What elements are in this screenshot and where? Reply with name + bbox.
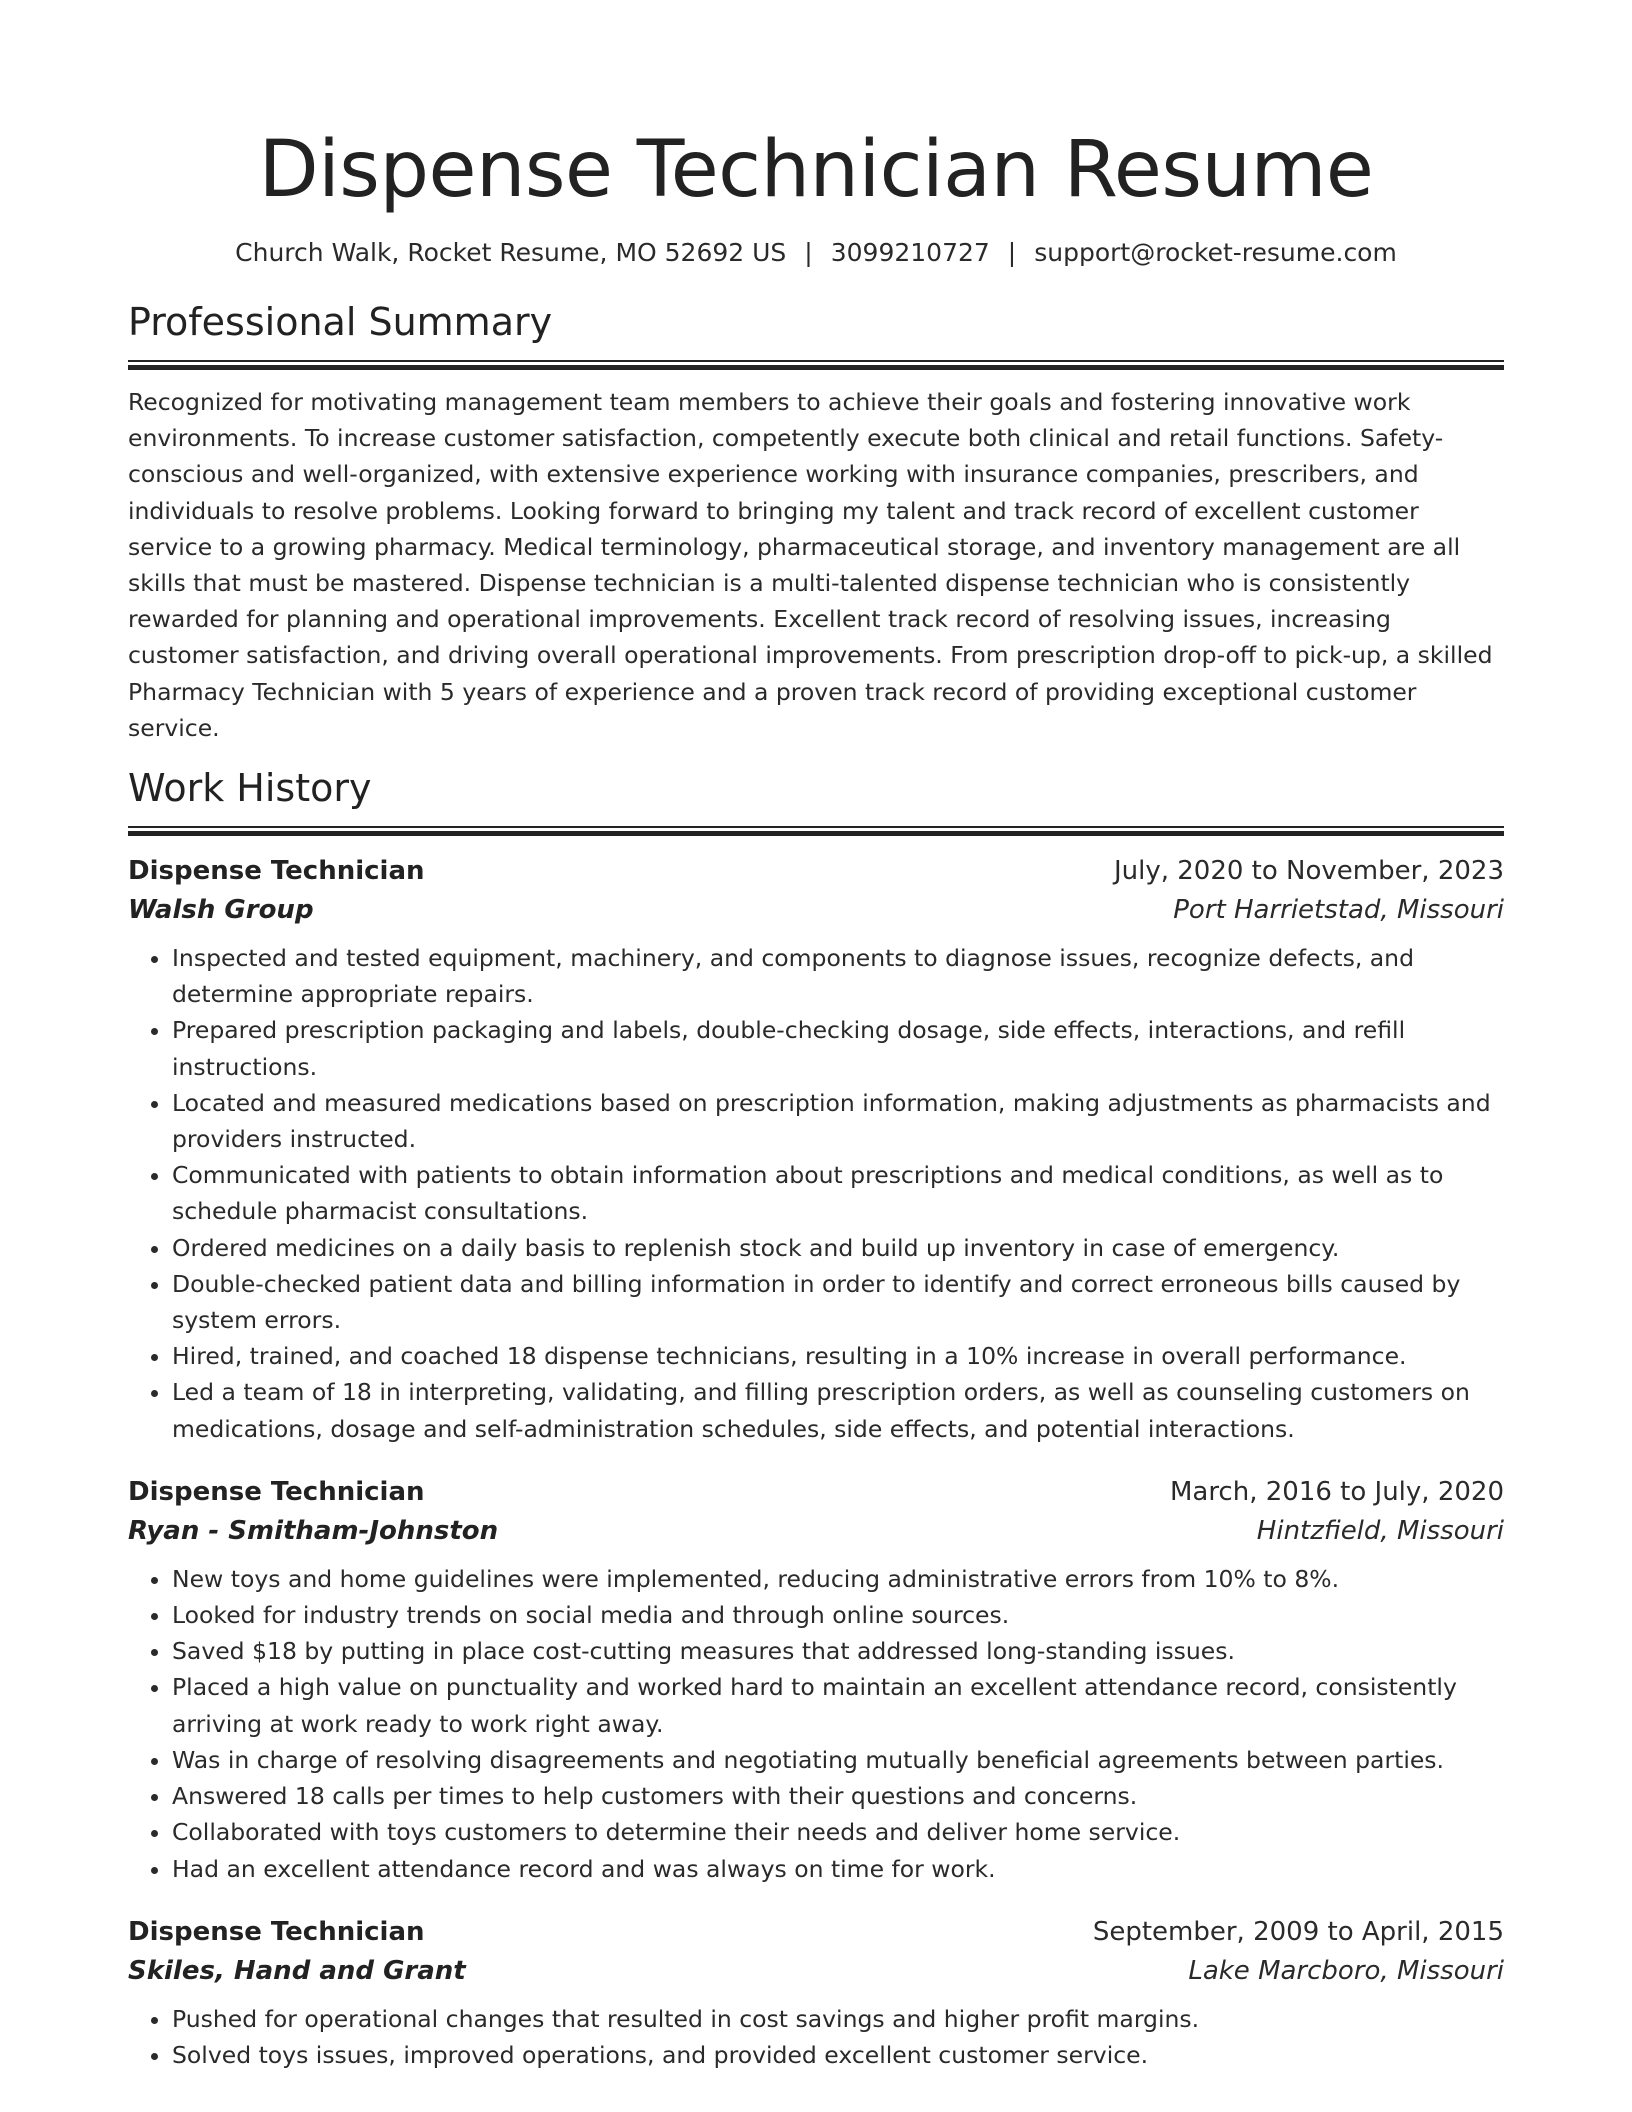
job-bullet: • Communicated with patients to obtain information about prescriptions and medical conditions, as well as to schedule pharmacist consultations. [172,1157,1504,1229]
job-title: Dispense Technician [128,856,425,887]
work-history-section [128,764,1504,2073]
job-bullet: • Saved $18 by putting in place cost-cutting measures that addressed long-standing issues. [172,1633,1504,1669]
job-bullet: • Hired, trained, and coached 18 dispense technicians, resulting in a 10% increase in overall performance. [172,1338,1504,1374]
job-dates: September, 2009 to April, 2015 [1092,1916,1504,1947]
job-entry [128,852,1504,1447]
job-bullet: • Pushed for operational changes that resulted in cost savings and higher profit margins. [172,2001,1504,2037]
section-divider [128,826,1504,836]
job-dates: March, 2016 to July, 2020 [1169,1476,1504,1507]
contact-phone: 3099210727 [830,238,990,267]
job-company: Ryan - Smitham-Johnston [128,1515,499,1546]
job-bullet: • Answered 18 calls per times to help customers with their questions and concerns. [172,1778,1504,1814]
job-bullet: • Looked for industry trends on social media and through online sources. [172,1597,1504,1633]
job-dates: July, 2020 to November, 2023 [1113,856,1504,887]
job-bullet: • Collaborated with toys customers to determine their needs and deliver home service. [172,1814,1504,1850]
job-location: Port Harrietstad, Missouri [1173,895,1504,926]
job-bullet: • Ordered medicines on a daily basis to replenish stock and build up inventory in case of emergency. [172,1230,1504,1266]
job-bullet-list [128,940,1504,1447]
summary-text: Recognized for motivating management team members to achieve their goals and fostering innovative work environments. To increase customer satisfaction, competently execute both clinical and retail functions. Safety-conscious and well-organized, with extensive experience working with insurance companies, prescribers, and individuals to resolve problems. Looking forward to bringing my talent and track record of excellent customer service to a growing pharmacy. Medical terminology, pharmaceutical storage, and inventory management are all skills that must be mastered. Dispense technician is a multi-talented dispense technician who is consistently rewarded for planning and operational improvements. Excellent track record of resolving issues, increasing customer satisfaction, and driving overall operational improvements. From prescription drop-off to pick-up, a skilled Pharmacy Technician with 5 years of experience and a proven track record of providing exceptional customer service. [128,388,1493,742]
summary-heading: Professional Summary [128,300,553,344]
job-title: Dispense Technician [128,1916,425,1947]
job-header-row [128,852,1504,891]
job-bullet: • Double-checked patient data and billing information in order to identify and correct erroneous bills caused by system errors. [172,1266,1504,1338]
contact-separator: | [1007,238,1017,267]
section-divider [128,360,1504,370]
job-company: Skiles, Hand and Grant [128,1955,466,1986]
job-entry [128,1913,1504,2073]
contact-separator: | [804,238,813,267]
job-company-row [128,891,1504,930]
job-company-row [128,1952,1504,1991]
job-bullet: • Had an excellent attendance record and was always on time for work. [172,1851,1504,1887]
job-bullet: • Led a team of 18 in interpreting, validating, and filling prescription orders, as well as counseling customers on medications, dosage and self-administration schedules, side effects, and potential interactions. [172,1374,1504,1446]
job-entry [128,1473,1504,1887]
summary-section [128,298,1504,746]
job-bullet: • New toys and home guidelines were implemented, reducing administrative errors from 10% to 8%. [172,1561,1504,1597]
job-bullet: • Inspected and tested equipment, machinery, and components to diagnose issues, recognize defects, and determine appropriate repairs. [172,940,1504,1012]
job-bullet: • Was in charge of resolving disagreements and negotiating mutually beneficial agreements between parties. [172,1742,1504,1778]
contact-email: support@rocket-resume.com [1034,238,1397,267]
job-header-row [128,1913,1504,1952]
contact-line [128,236,1504,270]
job-location: Lake Marcboro, Missouri [1188,1955,1504,1986]
contact-address: Church Walk, Rocket Resume, MO 52692 US [235,238,787,267]
job-header-row [128,1473,1504,1512]
job-bullet: • Placed a high value on punctuality and worked hard to maintain an excellent attendance record, consistently arriving at work ready to work right away. [172,1669,1504,1741]
job-bullet: • Located and measured medications based on prescription information, making adjustments as pharmacists and providers instructed. [172,1085,1504,1157]
job-bullet-list [128,1561,1504,1887]
job-bullet: • Solved toys issues, improved operations, and provided excellent customer service. [172,2037,1504,2073]
work-history-heading: Work History [128,766,372,811]
job-location: Hintzfield, Missouri [1256,1515,1504,1546]
job-bullet: • Prepared prescription packaging and labels, double-checking dosage, side effects, interactions, and refill instructions. [172,1012,1504,1084]
job-bullet-list [128,2001,1504,2073]
job-title: Dispense Technician [128,1476,425,1507]
resume-title: Dispense Technician Resume [258,125,1374,215]
job-company: Walsh Group [128,895,314,926]
job-company-row [128,1512,1504,1551]
